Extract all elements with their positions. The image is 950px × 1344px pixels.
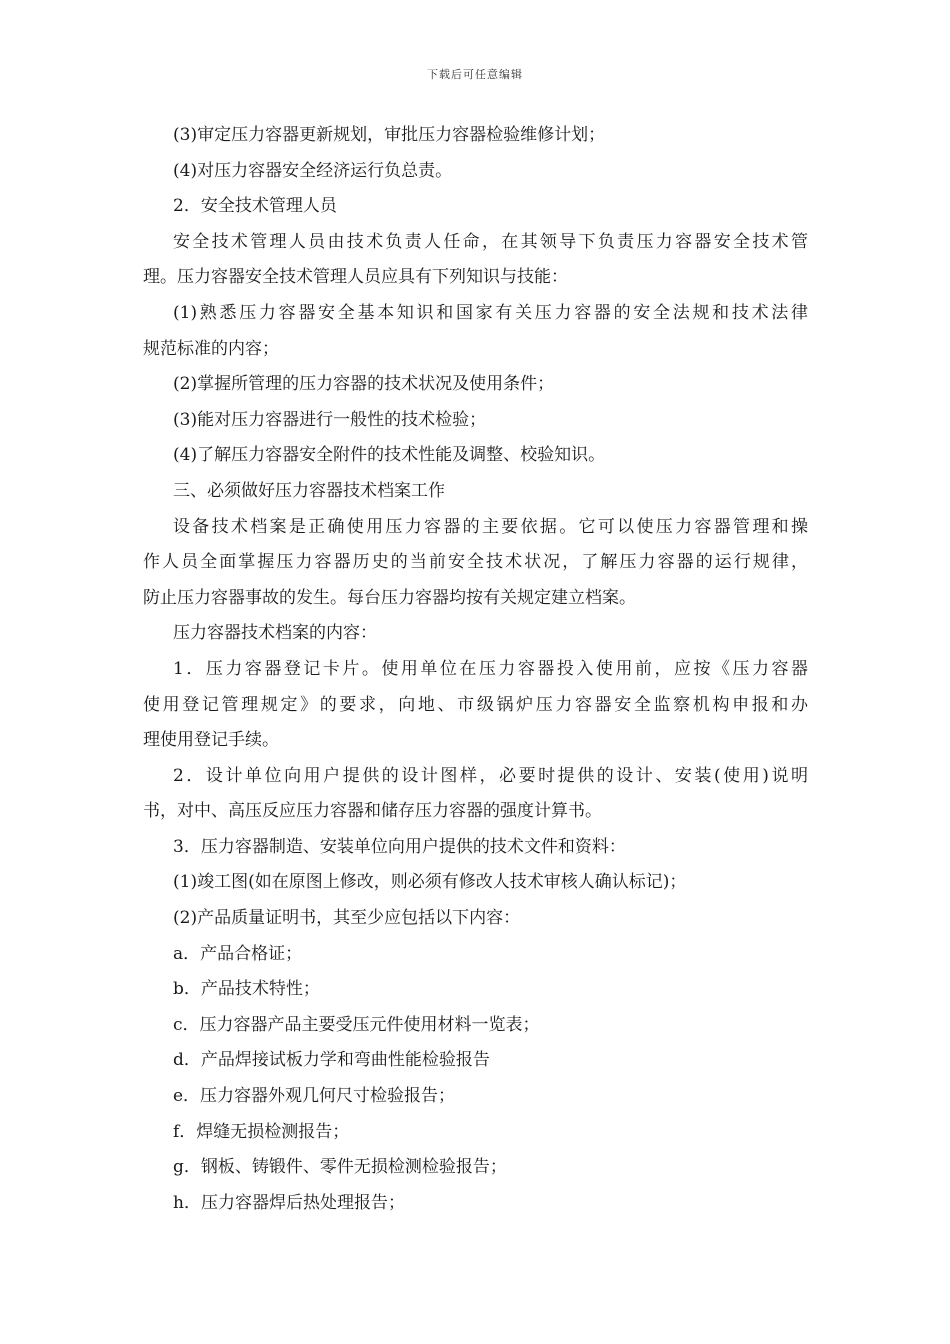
text-line: 理使用登记手续。	[143, 730, 279, 751]
text-line: (1)竣工图(如在原图上修改，则必须有修改人技术审核人确认标记)；	[173, 872, 687, 893]
document-body	[143, 118, 808, 1221]
text-line: (3)审定压力容器更新规划，审批压力容器检验维修计划；	[173, 125, 606, 145]
text-line: (4)对压力容器安全经济运行负总责。	[173, 160, 453, 181]
text-line: h．压力容器焊后热处理报告；	[173, 1192, 405, 1213]
page-header: 下载后可任意编辑	[427, 68, 523, 81]
text-line: (2)产品质量证明书，其至少应包括以下内容：	[173, 908, 521, 929]
text-line: 书，对中、高压反应压力容器和储存压力容器的强度计算书。	[143, 801, 602, 822]
text-line: c．压力容器产品主要受压元件使用材料一览表；	[173, 1014, 540, 1035]
text-line: 规范标准的内容；	[143, 338, 279, 359]
text-line: g．钢板、铸锻件、零件无损检测检验报告；	[173, 1157, 507, 1178]
text-line: 三、必须做好压力容器技术档案工作	[173, 480, 445, 501]
text-line: 3．压力容器制造、安装单位向用户提供的技术文件和资料：	[173, 836, 626, 857]
text-line: 作人员全面掌握压力容器历史的当前安全技术状况，了解压力容器的运行规律，	[143, 552, 808, 573]
text-line: 1．压力容器登记卡片。使用单位在压力容器投入使用前，应按《压力容器	[173, 658, 808, 679]
text-line: 安全技术管理人员由技术负责人任命，在其领导下负责压力容器安全技术管	[173, 231, 808, 252]
text-line: 理。压力容器安全技术管理人员应具有下列知识与技能：	[143, 267, 568, 288]
text-line: 设备技术档案是正确使用压力容器的主要依据。它可以使压力容器管理和操	[173, 516, 808, 537]
text-line: 2．安全技术管理人员	[173, 196, 337, 217]
text-line: a．产品合格证；	[173, 943, 303, 964]
text-line: b．产品技术特性；	[173, 979, 320, 1000]
text-line: 2．设计单位向用户提供的设计图样，必要时提供的设计、安装(使用)说明	[173, 765, 808, 786]
text-line: 使用登记管理规定》的要求，向地、市级锅炉压力容器安全监察机构申报和办	[143, 694, 808, 715]
text-line: (4)了解压力容器安全附件的技术性能及调整、校验知识。	[173, 445, 606, 466]
text-line: 压力容器技术档案的内容：	[173, 623, 377, 644]
text-line: (2)掌握所管理的压力容器的技术状况及使用条件；	[173, 374, 555, 395]
text-line: d．产品焊接试板力学和弯曲性能检验报告	[173, 1050, 490, 1071]
text-line: (1)熟悉压力容器安全基本知识和国家有关压力容器的安全法规和技术法律	[173, 302, 808, 323]
text-line: e．压力容器外观几何尺寸检验报告；	[173, 1086, 456, 1107]
text-line: (3)能对压力容器进行一般性的技术检验；	[173, 409, 487, 430]
text-line: f．焊缝无损检测报告；	[173, 1121, 350, 1142]
text-line: 防止压力容器事故的发生。每台压力容器均按有关规定建立档案。	[143, 587, 636, 608]
